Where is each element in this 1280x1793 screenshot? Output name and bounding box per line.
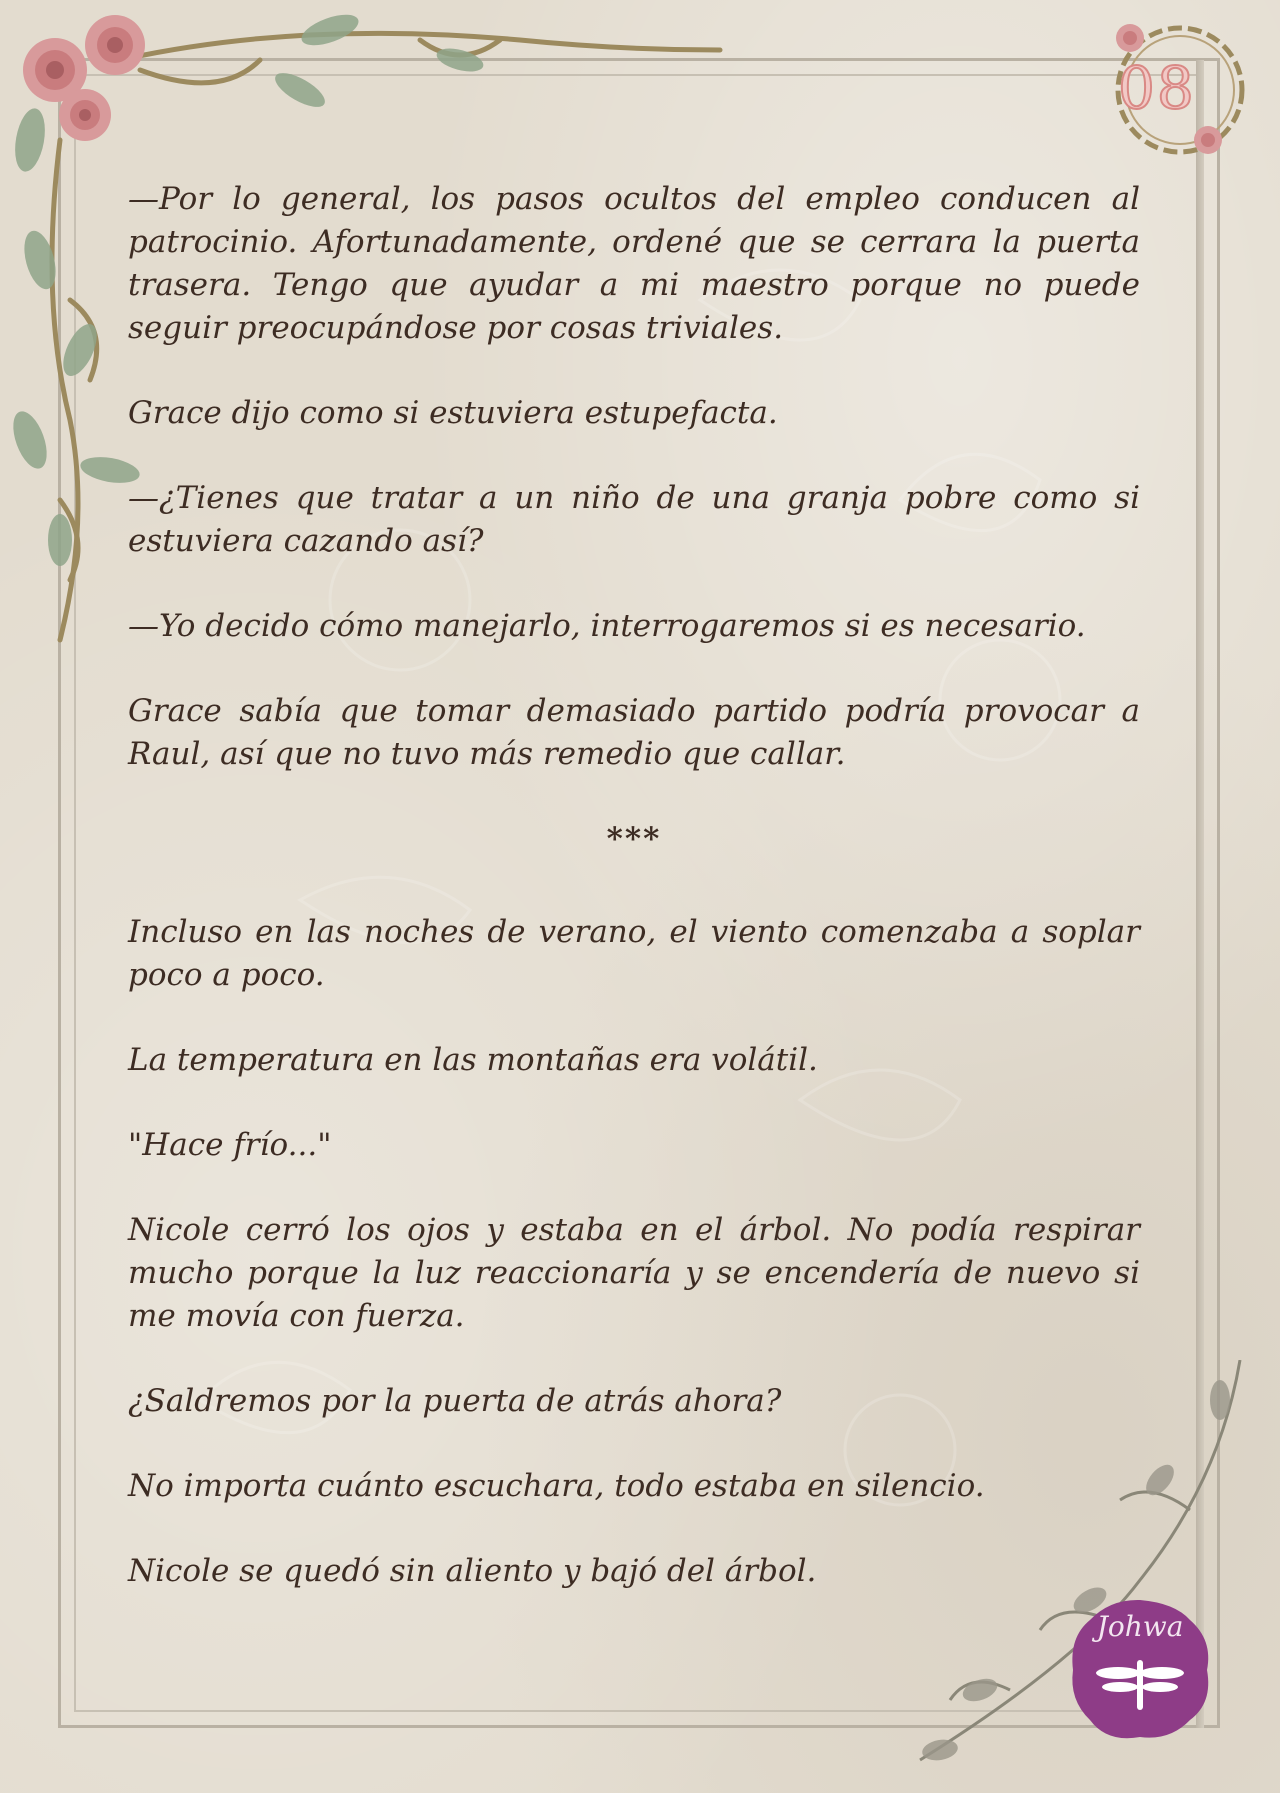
paragraph: No importa cuánto escuchara, todo estaba en silencio. (128, 1468, 985, 1504)
paragraph: Nicole se quedó sin aliento y bajó del árbol. (128, 1553, 817, 1589)
logo-text: Johwa (1096, 1610, 1184, 1643)
paragraph: Grace dijo como si estuviera estupefacta. (128, 395, 778, 431)
paragraph: La temperatura en las montañas era volátil. (128, 1042, 818, 1078)
page-number: 08 (1118, 54, 1196, 122)
scene-separator: *** (606, 821, 662, 857)
story-text (128, 178, 1140, 1635)
paragraph: —Yo decido cómo manejarlo, interrogaremos si es necesario. (128, 608, 1086, 644)
dragonfly-icon (1090, 1655, 1190, 1715)
paragraph: Grace sabía que tomar demasiado partido podría provocar a Raul, así que no tuvo más remedio que callar. (128, 693, 1140, 772)
paragraph: "Hace frío..." (128, 1127, 332, 1163)
paragraph: —Por lo general, los pasos ocultos del empleo conducen al patrocinio. Afortunadamente, ordené que se cerrara la puerta trasera. Tengo que ayudar a mi maestro porque no puede seguir preocupándose por cosas triviales. (128, 181, 1140, 346)
paragraph: —¿Tienes que tratar a un niño de una granja pobre como si estuviera cazando así? (128, 480, 1140, 559)
paragraph: ¿Saldremos por la puerta de atrás ahora? (128, 1383, 782, 1419)
paragraph: Nicole cerró los ojos y estaba en el árbol. No podía respirar mucho porque la luz reaccionaría y se encendería de nuevo si me movía con fuerza. (128, 1212, 1140, 1334)
paragraph: Incluso en las noches de verano, el viento comenzaba a soplar poco a poco. (128, 914, 1140, 993)
